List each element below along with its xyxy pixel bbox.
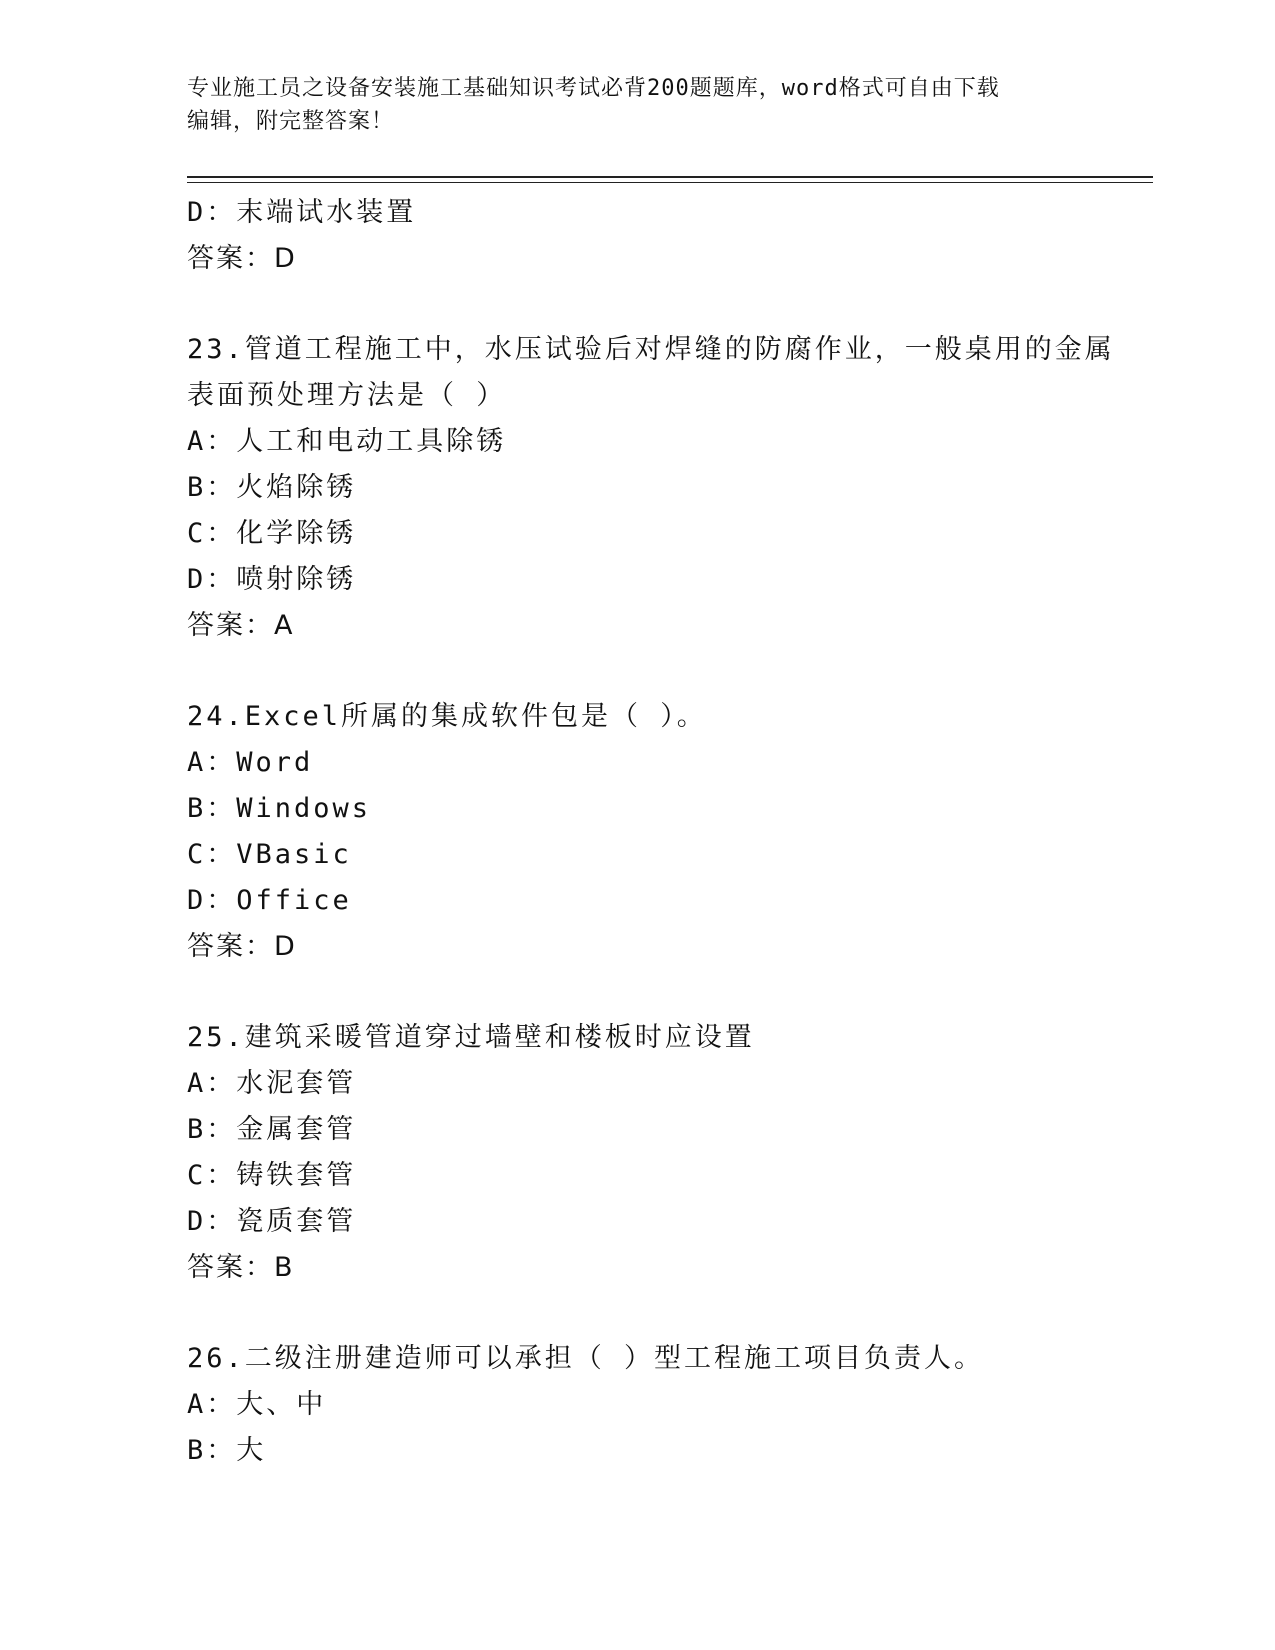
option-b: B：Windows <box>187 793 372 824</box>
question-25 <box>187 1015 1087 1291</box>
document-header <box>187 72 1087 138</box>
option-c: C：化学除锈 <box>187 518 357 549</box>
option-a: A：Word <box>187 747 314 778</box>
question-stem: 23.管道工程施工中，水压试验后对焊缝的防腐作业，一般桌用的金属 <box>187 334 1115 365</box>
option-d: D：末端试水装置 <box>187 197 417 228</box>
header-line-1: 专业施工员之设备安装施工基础知识考试必背200题题库，word格式可自由下载 <box>187 76 1000 101</box>
answer-line: 答案：D <box>187 243 297 274</box>
option-d: D：Office <box>187 885 352 916</box>
question-24 <box>187 694 1087 970</box>
option-b: B：火焰除锈 <box>187 472 357 503</box>
question-list <box>187 190 1115 1474</box>
answer-line: 答案：A <box>187 610 295 641</box>
option-b: B：金属套管 <box>187 1114 357 1145</box>
header-divider-thick <box>187 176 1153 178</box>
option-b: B：大 <box>187 1435 267 1466</box>
option-a: A：大、中 <box>187 1389 327 1420</box>
option-d: D：喷射除锈 <box>187 564 357 595</box>
question-26 <box>187 1336 1087 1474</box>
answer-line: 答案：D <box>187 931 297 962</box>
question-stem: 24.Excel所属的集成软件包是（ ）。 <box>187 701 707 732</box>
question-stem-continued: 表面预处理方法是（ ） <box>187 380 507 411</box>
question-stem: 26.二级注册建造师可以承担（ ）型工程施工项目负责人。 <box>187 1343 985 1374</box>
answer-line: 答案：B <box>187 1252 295 1283</box>
question-22-tail <box>187 190 1087 282</box>
header-line-2: 编辑，附完整答案！ <box>187 109 395 134</box>
question-stem: 25.建筑采暖管道穿过墙壁和楼板时应设置 <box>187 1022 755 1053</box>
header-divider-thin <box>187 182 1153 183</box>
option-c: C：VBasic <box>187 839 352 870</box>
option-a: A：人工和电动工具除锈 <box>187 426 507 457</box>
option-c: C：铸铁套管 <box>187 1160 357 1191</box>
option-d: D：瓷质套管 <box>187 1206 357 1237</box>
option-a: A：水泥套管 <box>187 1068 357 1099</box>
question-23 <box>187 327 1115 649</box>
